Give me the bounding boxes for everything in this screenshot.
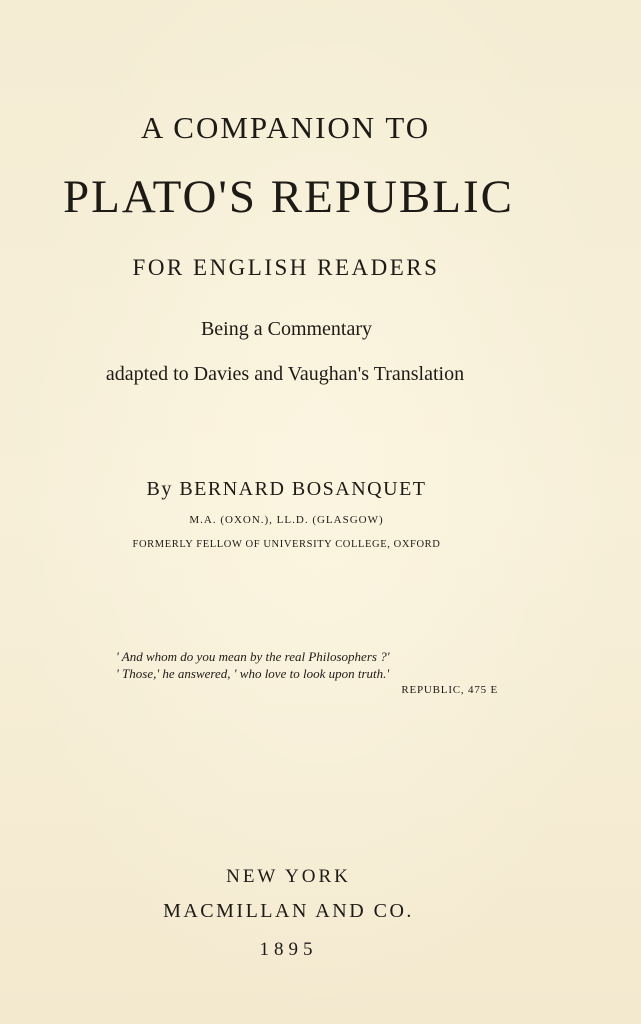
subtitle-translation: adapted to Davies and Vaughan's Translation (105, 363, 465, 385)
author-line: By BERNARD BOSANQUET (146, 478, 427, 500)
epigraph-line-1: ' And whom do you mean by the real Philosophers ?' (116, 649, 390, 664)
title-line-readers: FOR ENGLISH READERS (132, 255, 440, 280)
author-affiliation: FORMERLY FELLOW OF UNIVERSITY COLLEGE, OXFORD (132, 539, 441, 550)
epigraph-line-2: ' Those,' he answered, ' who love to look upon truth.' (116, 666, 390, 681)
author-degrees: M.A. (OXON.), LL.D. (GLASGOW) (189, 514, 384, 526)
epigraph (116, 648, 500, 699)
subtitle-commentary: Being a Commentary (200, 318, 373, 340)
imprint-publisher: MACMILLAN AND CO. (163, 900, 414, 922)
book-title: PLATO'S REPUBLIC (63, 171, 514, 223)
imprint-city: NEW YORK (226, 866, 351, 887)
title-line-companion: A COMPANION TO (140, 110, 431, 145)
epigraph-citation: REPUBLIC, 475 E (401, 684, 498, 696)
imprint-year: 1895 (259, 939, 318, 960)
